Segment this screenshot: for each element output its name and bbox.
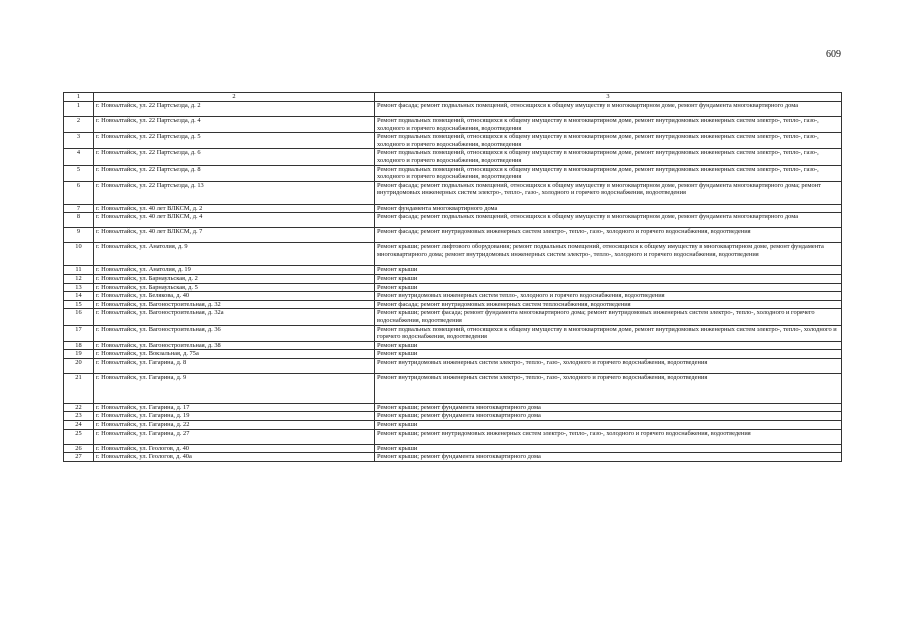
- row-number: 9: [64, 228, 94, 243]
- table-row: [64, 181, 842, 204]
- table-row: [64, 429, 842, 444]
- row-works: Ремонт внутридомовых инженерных систем тепло-, холодного и горячего водоснабжения, водоотведения: [375, 292, 842, 301]
- header-col-1: 1: [64, 93, 94, 102]
- row-works: Ремонт подвальных помещений, относящихся к общему имуществу в многоквартирном доме, ремонт внутридомовых инженерных систем электро-, тепло-, газо-, холодного и горячего водоснабжения, водоотведения: [375, 149, 842, 165]
- row-number: 20: [64, 358, 94, 373]
- row-number: 14: [64, 292, 94, 301]
- row-works: Ремонт крыши; ремонт лифтового оборудования; ремонт подвальных помещений, относящихся к общему имуществу в многоквартирном доме, ремонт фундамента многоквартирного дома; ремонт внутридомовых инженерных систем электро-, тепло-, холодного и горячего водоснабжения, водоотведения: [375, 243, 842, 266]
- table-row: [64, 283, 842, 292]
- row-works: Ремонт фасада; ремонт внутридомовых инженерных систем электро-, тепло-, газо-, холодного и горячего водоснабжения, водоотведения: [375, 228, 842, 243]
- row-number: 17: [64, 325, 94, 341]
- row-works: Ремонт крыши; ремонт фундамента многоквартирного дома: [375, 412, 842, 421]
- table-row: [64, 300, 842, 309]
- row-address: г. Новоалтайск, ул. 22 Партсъезда, д. 13: [94, 181, 375, 204]
- table-row: [64, 165, 842, 181]
- table-row: [64, 274, 842, 283]
- row-works: Ремонт крыши: [375, 350, 842, 359]
- row-works: Ремонт крыши; ремонт внутридомовых инженерных систем электро-, тепло-, газо-, холодного и горячего водоснабжения, водоотведения: [375, 429, 842, 444]
- row-number: 27: [64, 453, 94, 462]
- row-address: г. Новоалтайск, ул. 22 Партсъезда, д. 8: [94, 165, 375, 181]
- row-number: 6: [64, 181, 94, 204]
- table-row: [64, 292, 842, 301]
- table-row: [64, 243, 842, 266]
- row-number: 24: [64, 421, 94, 430]
- row-works: Ремонт подвальных помещений, относящихся к общему имуществу в многоквартирном доме, ремонт внутридомовых инженерных систем электро-, тепло-, газо-, холодного и горячего водоснабжения, водоотведения: [375, 117, 842, 133]
- table-row: [64, 325, 842, 341]
- row-number: 25: [64, 429, 94, 444]
- row-works: Ремонт фасада; ремонт подвальных помещений, относящихся к общему имуществу в многоквартирном доме, ремонт фундамента многоквартирного дома: [375, 102, 842, 117]
- row-number: 10: [64, 243, 94, 266]
- header-col-2: 2: [94, 93, 375, 102]
- row-number: 12: [64, 274, 94, 283]
- row-works: Ремонт крыши: [375, 283, 842, 292]
- row-number: 5: [64, 165, 94, 181]
- table-row: [64, 149, 842, 165]
- row-address: г. Новоалтайск, ул. 40 лет ВЛКСМ, д. 2: [94, 204, 375, 213]
- table-row: [64, 117, 842, 133]
- row-number: 26: [64, 444, 94, 453]
- page-number: 609: [826, 49, 841, 60]
- table-row: [64, 412, 842, 421]
- row-number: 3: [64, 133, 94, 149]
- row-address: г. Новоалтайск, ул. Геологов, д. 40а: [94, 453, 375, 462]
- row-works: Ремонт подвальных помещений, относящихся к общему имуществу в многоквартирном доме, ремонт внутридомовых инженерных систем электро-, тепло-, газо-, холодного и горячего водоснабжения, водоотведения: [375, 165, 842, 181]
- row-address: г. Новоалтайск, ул. 22 Партсъезда, д. 4: [94, 117, 375, 133]
- row-works: Ремонт крыши: [375, 421, 842, 430]
- row-works: Ремонт крыши; ремонт фасада; ремонт фундамента многоквартирного дома; ремонт внутридомовых инженерных систем электро-, тепло-, холодного и горячего водоснабжения, водоотведения: [375, 309, 842, 325]
- row-number: 13: [64, 283, 94, 292]
- row-works: Ремонт подвальных помещений, относящихся к общему имуществу в многоквартирном доме, ремонт внутридомовых инженерных систем электро-, тепло-, газо-, холодного и горячего водоснабжения, водоотведения: [375, 133, 842, 149]
- row-address: г. Новоалтайск, ул. 22 Партсъезда, д. 2: [94, 102, 375, 117]
- row-address: г. Новоалтайск, ул. Анатолия, д. 19: [94, 266, 375, 275]
- row-address: г. Новоалтайск, ул. Геологов, д. 40: [94, 444, 375, 453]
- row-number: 11: [64, 266, 94, 275]
- table-row: [64, 213, 842, 228]
- row-works: Ремонт крыши; ремонт фундамента многоквартирного дома: [375, 453, 842, 462]
- row-address: г. Новоалтайск, ул. Вокзальная, д. 75а: [94, 350, 375, 359]
- row-number: 18: [64, 341, 94, 350]
- row-works: Ремонт крыши: [375, 266, 842, 275]
- table-row: [64, 358, 842, 373]
- row-address: г. Новоалтайск, ул. 40 лет ВЛКСМ, д. 4: [94, 213, 375, 228]
- row-number: 2: [64, 117, 94, 133]
- row-address: г. Новоалтайск, ул. Вагоностроительная, д. 36: [94, 325, 375, 341]
- table-row: [64, 133, 842, 149]
- row-number: 8: [64, 213, 94, 228]
- row-works: Ремонт внутридомовых инженерных систем электро-, тепло-, газо-, холодного и горячего водоснабжения, водоотведения: [375, 373, 842, 403]
- row-number: 19: [64, 350, 94, 359]
- row-address: г. Новоалтайск, ул. Барнаульская, д. 5: [94, 283, 375, 292]
- row-works: Ремонт фундамента многоквартирного дома: [375, 204, 842, 213]
- table-row: [64, 341, 842, 350]
- table-row: [64, 453, 842, 462]
- row-works: Ремонт крыши; ремонт фундамента многоквартирного дома: [375, 403, 842, 412]
- row-address: г. Новоалтайск, ул. Вагоностроительная, д. 32а: [94, 309, 375, 325]
- row-address: г. Новоалтайск, ул. Гагарина, д. 8: [94, 358, 375, 373]
- row-works: Ремонт внутридомовых инженерных систем электро-, тепло-, газо-, холодного и горячего водоснабжения, водоотведения: [375, 358, 842, 373]
- row-works: Ремонт крыши: [375, 444, 842, 453]
- row-works: Ремонт фасада; ремонт подвальных помещений, относящихся к общему имуществу в многоквартирном доме, ремонт фундамента многоквартирного дома; ремонт внутридомовых инженерных систем электро-, тепло-, газо-, холодного и горячего водоснабжения, водоотведения: [375, 181, 842, 204]
- table-header-row: [64, 93, 842, 102]
- row-number: 21: [64, 373, 94, 403]
- table-row: [64, 309, 842, 325]
- row-works: Ремонт подвальных помещений, относящихся к общему имуществу в многоквартирном доме, ремонт внутридомовых инженерных систем электро-, тепло-, холодного и горячего водоснабжения, водоотведения: [375, 325, 842, 341]
- row-address: г. Новоалтайск, ул. Гагарина, д. 9: [94, 373, 375, 403]
- table-row: [64, 102, 842, 117]
- row-address: г. Новоалтайск, ул. Гагарина, д. 17: [94, 403, 375, 412]
- table-row: [64, 444, 842, 453]
- row-address: г. Новоалтайск, ул. Белякова, д. 40: [94, 292, 375, 301]
- row-address: г. Новоалтайск, ул. Вагоностроительная, д. 32: [94, 300, 375, 309]
- row-number: 15: [64, 300, 94, 309]
- row-address: г. Новоалтайск, ул. Гагарина, д. 19: [94, 412, 375, 421]
- row-number: 16: [64, 309, 94, 325]
- row-number: 1: [64, 102, 94, 117]
- row-works: Ремонт фасада; ремонт подвальных помещений, относящихся к общему имуществу в многоквартирном доме, ремонт фундамента многоквартирного дома: [375, 213, 842, 228]
- table-row: [64, 228, 842, 243]
- row-address: г. Новоалтайск, ул. Вагоностроительная, д. 38: [94, 341, 375, 350]
- row-number: 4: [64, 149, 94, 165]
- table-row: [64, 421, 842, 430]
- header-col-3: 3: [375, 93, 842, 102]
- table-row: [64, 403, 842, 412]
- table-row: [64, 350, 842, 359]
- row-works: Ремонт фасада; ремонт внутридомовых инженерных систем теплоснабжения, водоотведения: [375, 300, 842, 309]
- row-address: г. Новоалтайск, ул. 40 лет ВЛКСМ, д. 7: [94, 228, 375, 243]
- works-table: [63, 92, 842, 462]
- row-address: г. Новоалтайск, ул. 22 Партсъезда, д. 6: [94, 149, 375, 165]
- row-address: г. Новоалтайск, ул. Гагарина, д. 22: [94, 421, 375, 430]
- row-address: г. Новоалтайск, ул. Гагарина, д. 27: [94, 429, 375, 444]
- row-number: 23: [64, 412, 94, 421]
- row-number: 22: [64, 403, 94, 412]
- row-address: г. Новоалтайск, ул. 22 Партсъезда, д. 5: [94, 133, 375, 149]
- table-row: [64, 204, 842, 213]
- row-works: Ремонт крыши: [375, 274, 842, 283]
- row-address: г. Новоалтайск, ул. Анатолия, д. 9: [94, 243, 375, 266]
- row-address: г. Новоалтайск, ул. Барнаульская, д. 2: [94, 274, 375, 283]
- table-row: [64, 373, 842, 403]
- table-row: [64, 266, 842, 275]
- row-works: Ремонт крыши: [375, 341, 842, 350]
- row-number: 7: [64, 204, 94, 213]
